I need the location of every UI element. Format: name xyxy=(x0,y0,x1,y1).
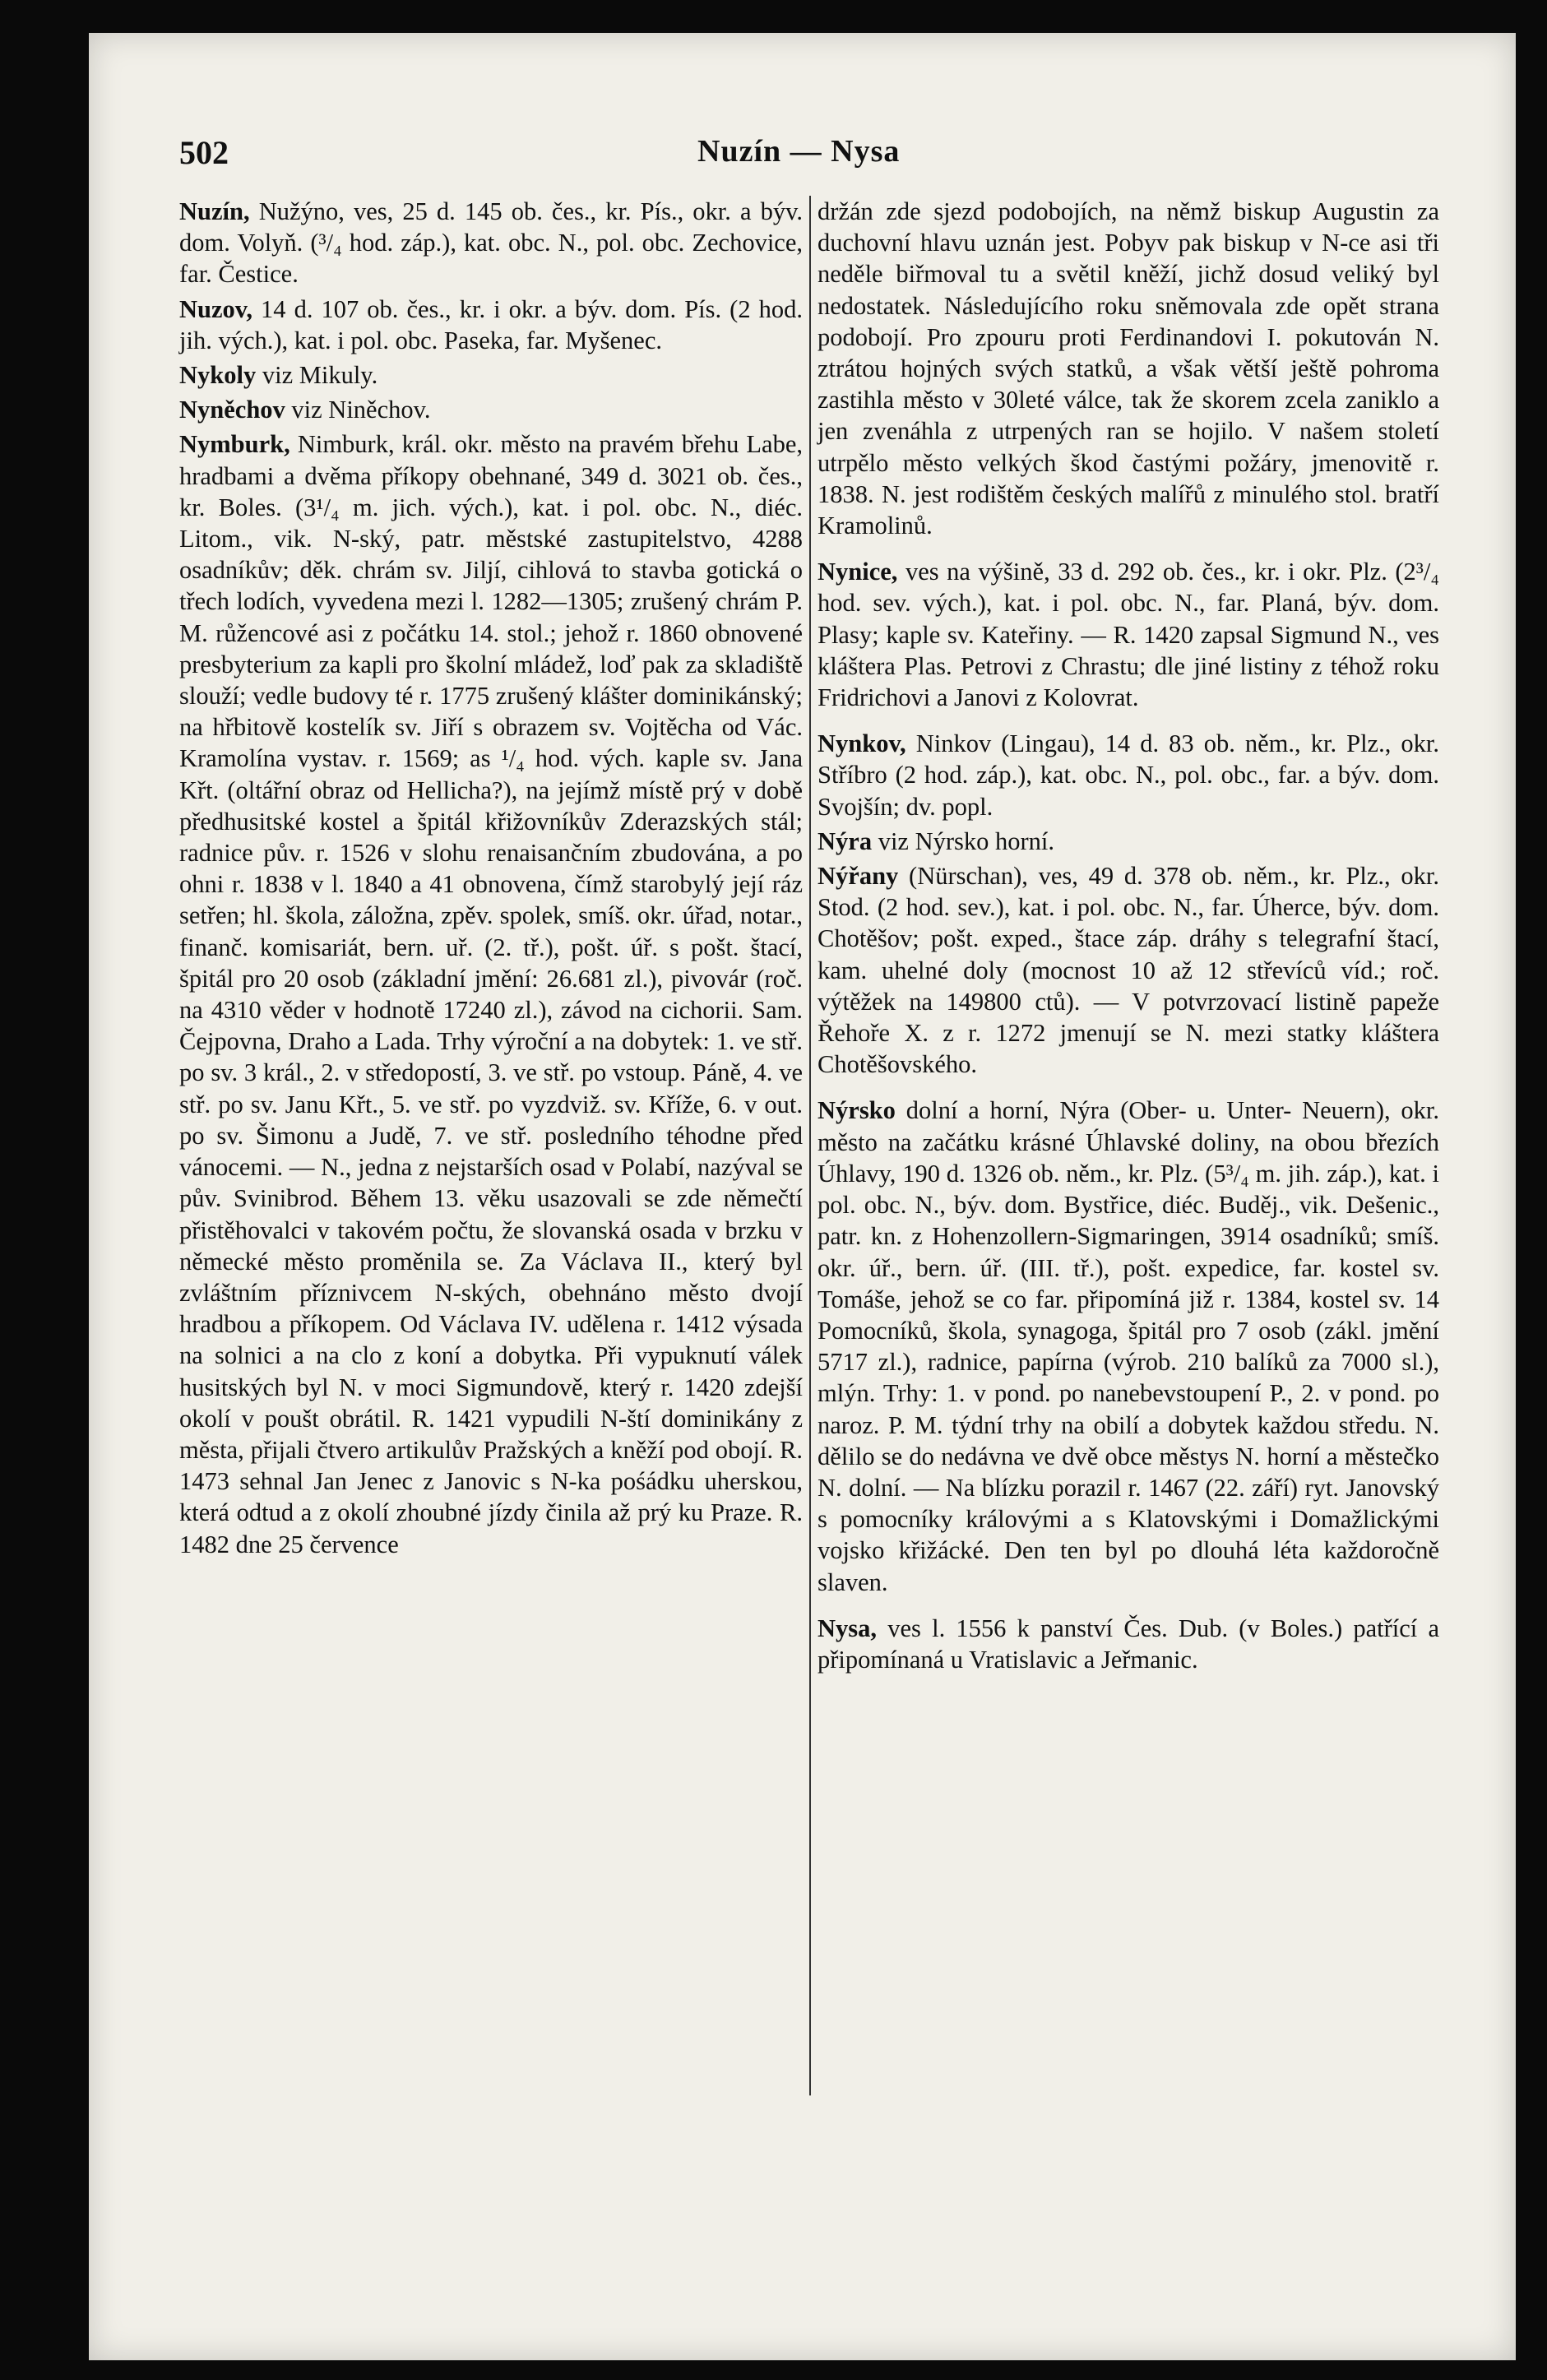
entry-head: Nuzov, xyxy=(179,294,252,323)
entry-text: držán zde sjezd podobojích, na němž biskup Augustin za duchovní hlavu uznán jest. Pobyv pak biskup v N-ce asi tři neděle biřmoval tu a světil kněží, jichž dosud veliký byl nedostatek. Následujícího roku sněmovala zde opět strana podobojí. Pro zpouru proti Ferdinandovi I. pokutován N. ztrátou hojných svých statků, a však větší ještě pohroma zastihla město v 30leté válce, tak že skorem zcela zaniklo a jen zvenáhla z utrpených ran se hojilo. V našem století utrpělo město velkých škod častými požáry, jmenovitě r. 1838. N. jest rodištěm českých malířů z minulého stol. bratří Kramolinů. xyxy=(818,197,1439,540)
entry-text: viz Mikuly. xyxy=(262,361,378,390)
entry-nynechov xyxy=(179,394,803,425)
entry-nyrsko xyxy=(818,1095,1439,1597)
entry-head: Nýřany xyxy=(818,862,899,891)
right-column xyxy=(818,196,1439,1679)
entry-head: Nymburk, xyxy=(179,430,290,459)
page-title: Nuzín — Nysa xyxy=(697,134,901,169)
entry-text: 14 d. 107 ob. čes., kr. i okr. a býv. dom. Pís. (2 hod. jih. vých.), kat. i pol. obc. Paseka, far. Myšenec. xyxy=(179,294,804,354)
entry-text: dolní a horní, Nýra (Ober- u. Unter- Neuern), okr. město na začátku krásné Úhlavské doliny, na obou březích Úhlavy, 190 d. 1326 ob. něm., kr. Plz. (5³/₄ m. jih. záp.), kat. i pol. obc. N., býv. dom. Bystřice, diéc. Buděj., vik. Dešenic., patr. kn. z Hohenzollern-Sigmaringen, 3914 osadníků; smíš. okr. úř., bern. úř. (III. tř.), pošt. expedice, far. kostel sv. Tomáše, jehož se co far. připomíná již r. 1384, kostel sv. 14 Pomocníků, škola, synagoga, špitál pro 7 osob (zákl. jmění 5717 zl.), radnice, papírna (výrob. 210 balíků za 7000 sl.), mlýn. Trhy: 1. v pond. po nanebevstoupení P., 2. v pond. po naroz. P. M. týdní trhy na obilí a dobytek každou středu. N. dělilo se do nedávna ve dvě obce městys N. horní a městečko N. dolní. — Na blízku porazil r. 1467 (22. září) ryt. Janovský s pomocníky královými a s Klatovskými i Domažlickými vojsko křižácké. Den ten byl po dlouhá léta každoročně slaven. xyxy=(818,1096,1440,1596)
entry-head: Nýrsko xyxy=(818,1096,896,1125)
entry-text: ves na výšině, 33 d. 292 ob. čes., kr. i okr. Plz. (2³/₄ hod. sev. vých.), kat. i pol. obc. N., far. Planá, býv. dom. Plasy; kaple sv. Kateřiny. — R. 1420 zapsal Sigmund N., ves kláštera Plas. Petrovi z Chrastu; dle jiné listiny z téhož roku Fridrichovi a Janovi z Kolovrat. xyxy=(818,558,1440,712)
entry-head: Nynkov, xyxy=(818,729,906,758)
entry-text: ves l. 1556 k panství Čes. Dub. (v Boles.) patřící a připomínaná u Vratislavic a Jeřmanic. xyxy=(818,1614,1439,1674)
entry-nuzov xyxy=(179,294,803,356)
column-divider xyxy=(809,196,811,2095)
entry-text: (Nürschan), ves, 49 d. 378 ob. něm., kr. Plz., okr. Stod. (2 hod. sev.), kat. i pol. obc. N., far. Úherce, býv. dom. Chotěšov; pošt. exped., štace záp. dráhy s telegrafní štací, kam. uhelné doly (mocnost 10 až 12 střevíců víd.; roč. výtěžek na 149800 ctů). — V potvrzovací listině papeže Řehoře X. z r. 1272 jmenují se N. mezi statky kláštera Chotěšovského. xyxy=(818,862,1440,1079)
entry-nymburk xyxy=(179,428,803,1559)
entry-head: Nýra xyxy=(818,827,873,855)
entry-nykoly xyxy=(179,359,803,391)
entry-text: viz Niněchov. xyxy=(291,396,431,424)
entry-nymburk-cont xyxy=(818,196,1439,541)
entry-text: Ninkov (Lingau), 14 d. 83 ob. něm., kr. Plz., okr. Stříbro (2 hod. záp.), kat. obc. N., pol. obc., far. a býv. dom. Svojšín; dv. popl. xyxy=(818,729,1440,821)
entry-text: viz Nýrsko horní. xyxy=(878,827,1055,855)
entry-head: Nynice, xyxy=(818,558,898,586)
entry-head: Nysa, xyxy=(818,1614,878,1642)
entry-head: Nykoly xyxy=(179,361,257,390)
running-head xyxy=(179,133,1462,169)
entry-text: Nužýno, ves, 25 d. 145 ob. čes., kr. Pís., okr. a býv. dom. Volyň. (³/₄ hod. záp.), kat. obc. N., pol. obc. Zechovice, far. Čestice. xyxy=(179,197,803,289)
entry-nysa xyxy=(818,1613,1439,1675)
entry-nynkov xyxy=(818,728,1439,822)
page-number: 502 xyxy=(179,134,229,171)
left-column xyxy=(179,196,803,1563)
entry-head: Nuzín, xyxy=(179,197,250,225)
entry-nuzin xyxy=(179,196,803,290)
entry-nyra xyxy=(818,826,1439,857)
entry-text: Nimburk, král. okr. město na pravém břehu Labe, hradbami a dvěma příkopy obehnané, 349 d. 3021 ob. čes., kr. Boles. (3¹/₄ m. jich. vých.), kat. i pol. obc. N., diéc. Litom., vik. N-ský, patr. městské zastupitelstvo, 4288 osadníkův; děk. chrám sv. Jiljí, cihlová to stavba gotická o třech lodích, vyvedena mezi l. 1282—1305; zrušený chrám P. M. růžencové asi z počátku 14. stol.; jehož r. 1860 obnovené presbyterium za kapli pro školní mládež, loď pak za skladiště slouží; vedle budovy té r. 1775 zrušený klášter dominikánský; na hřbitově kostelík sv. Jiří s obrazem sv. Vojtěcha od Vác. Kramolína vystav. r. 1569; as ¹/₄ hod. vých. kaple sv. Jana Křt. (oltářní obraz od Hellicha?), na jejímž místě prý v době předhusitské kostel a špitál křižovníkův Zderazských stál; radnice pův. r. 1526 v slohu renaisančním zbudována, a po ohni r. 1838 v l. 1840 a 41 obnovena, čímž starobylý její ráz setřen; hl. škola, záložna, zpěv. spolek, smíš. okr. úřad, notar., finanč. komisariát, bern. uř. (2. tř.), pošt. úř. s pošt. štací, špitál pro 20 osob (základní jmění: 26.681 zl.), pivovár (roč. na 4310 věder v hodnotě 17240 zl.), závod na cichorii. Sam. Čejpovna, Draho a Lada. Trhy výroční a na dobytek: 1. ve stř. po sv. 3 král., 2. v středopostí, 3. ve stř. po vstoup. Páně, 4. ve stř. po sv. Janu Křt., 5. ve stř. po vyzdviž. sv. Kříže, 6. v out. po sv. Šimonu a Judě, 7. ve stř. posledního téhodne před vánocemi. — N., jedna z nejstarších osad v Polabí, nazýval se pův. Svinibrod. Během 13. věku usazovali se zde němečtí přistěhovalci v takovém počtu, že slovanská osada v brzku v německé město proměnila se. Za Václava II., který byl zvláštním příznivcem N-ských, obehnáno město dvojí hradbou a příkopem. Od Václava IV. udělena r. 1412 výsada na solnici a na clo z koní a dobytka. Při vypuknutí válek husitských byl N. v moci Sigmundově, který r. 1420 zdejší okolí v poušt obrátil. R. 1421 vypudili N-ští dominikány z města, přijali čtvero artikulův Pražských a kněží pod obojí. R. 1473 sehnal Jan Jenec z Janovic s N-ka pośádku uherskou, která odtud a z okolí zhoubné jízdy činila až prý ku Praze. R. 1482 dne 25 července xyxy=(179,430,803,1558)
entry-nyrany xyxy=(818,860,1439,1080)
entry-nynice xyxy=(818,556,1439,713)
entry-head: Nyněchov xyxy=(179,396,285,424)
